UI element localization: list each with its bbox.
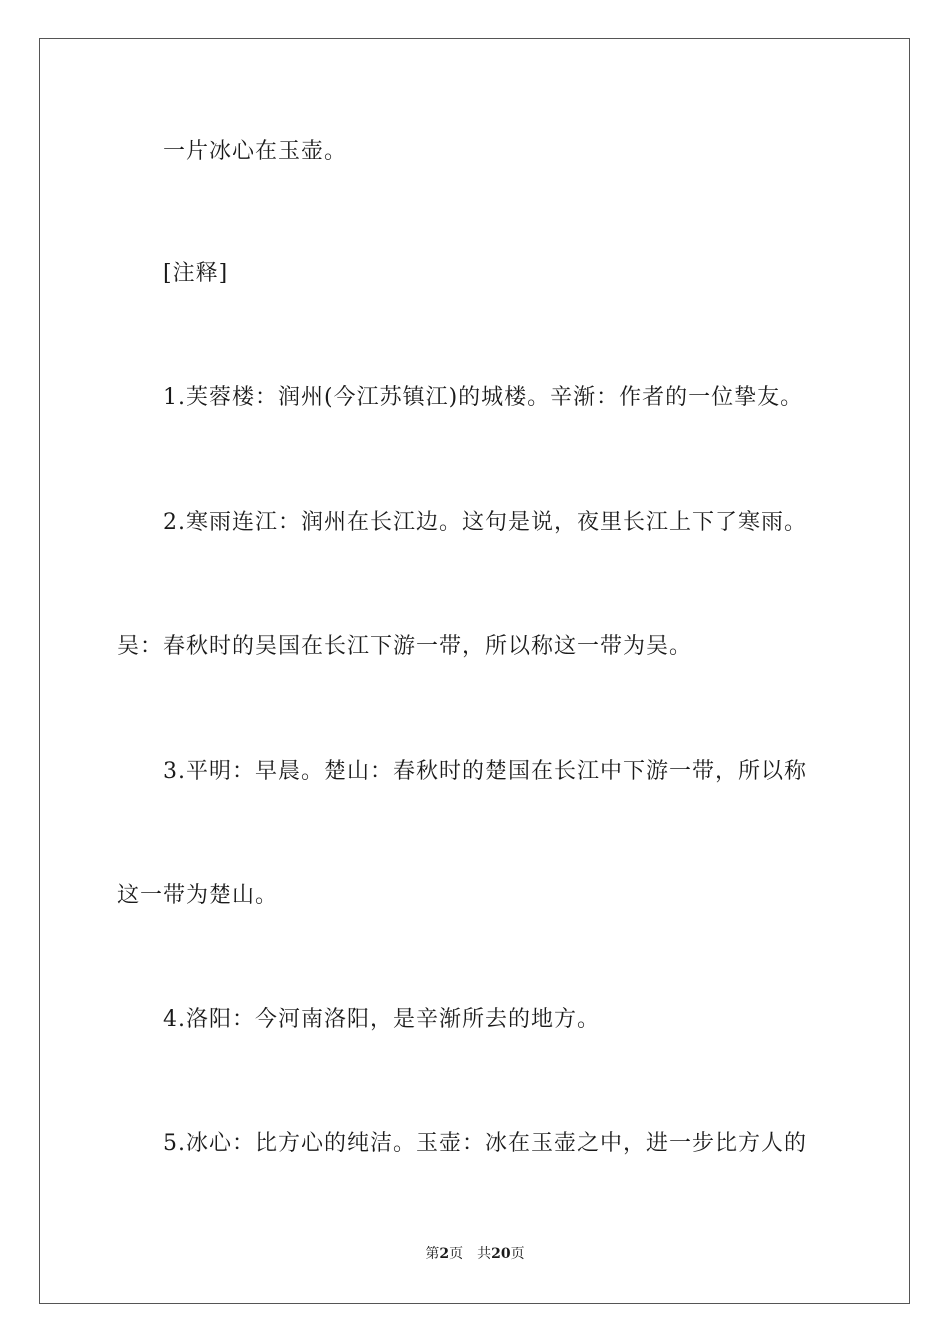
note-2: 2.寒雨连江：润州在长江边。这句是说，夜里长江上下了寒雨。: [163, 510, 807, 535]
note-5: 5.冰心：比方心的纯洁。玉壶：冰在玉壶之中，进一步比方人的: [163, 1131, 807, 1156]
note-4: 4.洛阳：今河南洛阳，是辛渐所去的地方。: [163, 1007, 600, 1032]
notes-heading: [注释]: [163, 261, 229, 286]
note-3: 3.平明：早晨。楚山：春秋时的楚国在长江中下游一带，所以称: [163, 759, 807, 784]
page-prefix: 第: [425, 1246, 440, 1262]
total-prefix: 共: [477, 1246, 492, 1262]
page-footer: [0, 1244, 950, 1264]
total-suffix: 页: [510, 1246, 525, 1262]
note-2-continuation: 吴：春秋时的吴国在长江下游一带，所以称这一带为吴。: [117, 634, 693, 659]
note-1: 1.芙蓉楼：润州(今江苏镇江)的城楼。辛渐：作者的一位挚友。: [163, 385, 804, 410]
text-line-1: 一片冰心在玉壶。: [163, 139, 348, 164]
total-pages: 20: [491, 1246, 511, 1262]
page-frame: [39, 38, 910, 1304]
page-number: 2: [439, 1246, 450, 1262]
page-suffix: 页: [449, 1246, 464, 1262]
note-3-continuation: 这一带为楚山。: [117, 883, 279, 908]
